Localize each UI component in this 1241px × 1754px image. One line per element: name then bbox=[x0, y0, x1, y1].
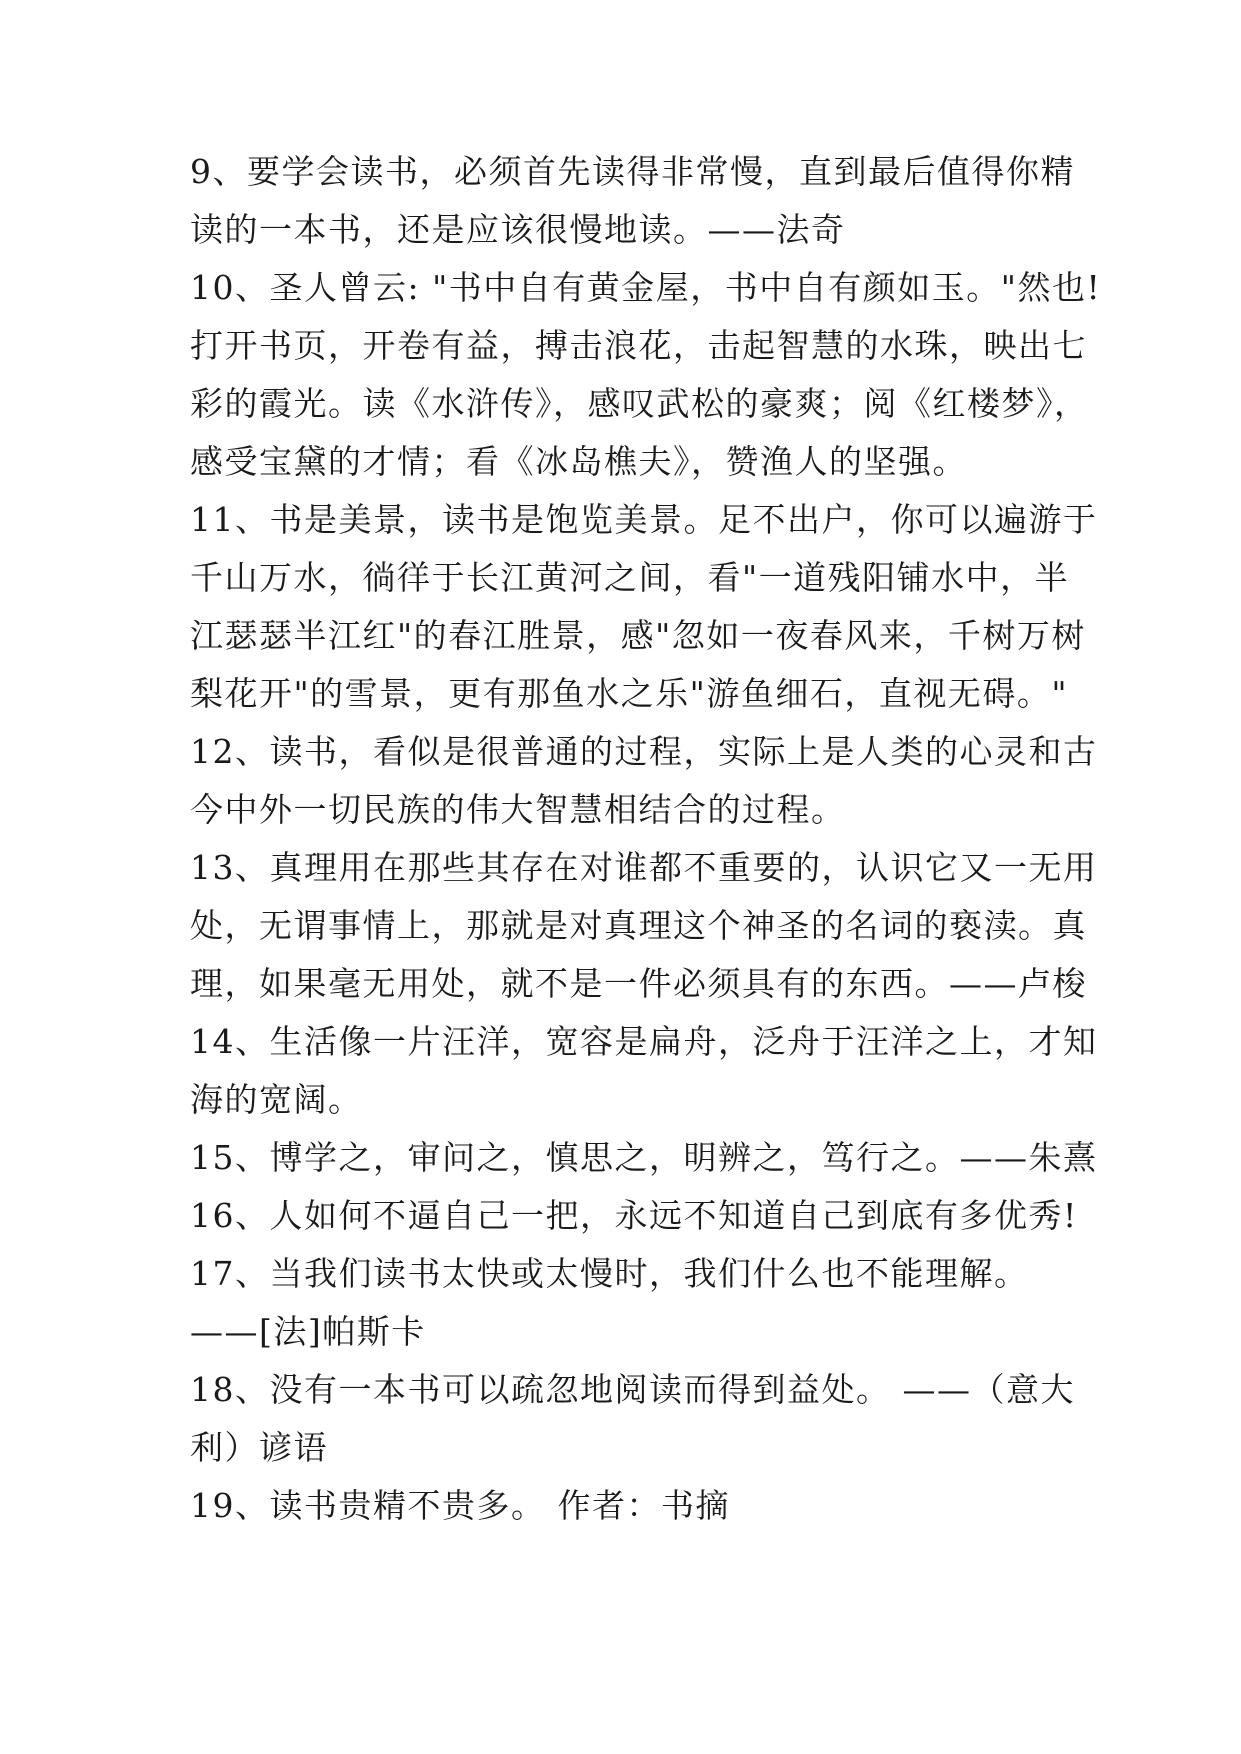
text-line: 10、圣人曾云: "书中自有黄金屋，书中自有颜如玉。"然也! bbox=[190, 268, 1102, 307]
text-line: 11、书是美景，读书是饱览美景。足不出户，你可以遍游于 bbox=[190, 500, 1098, 539]
text-line: 17、当我们读书太快或太慢时，我们什么也不能理解。 bbox=[190, 1254, 1029, 1293]
text-line: 江瑟瑟半江红"的春江胜景，感"忽如一夜春风来，千树万树 bbox=[190, 616, 1086, 655]
text-line: ——[法]帕斯卡 bbox=[190, 1312, 426, 1351]
text-line: 14、生活像一片汪洋，宽容是扁舟，泛舟于汪洋之上，才知 bbox=[190, 1022, 1098, 1061]
text-line: 利）谚语 bbox=[190, 1428, 328, 1467]
text-line: 15、博学之，审问之，慎思之，明辨之，笃行之。——朱熹 bbox=[190, 1138, 1098, 1177]
text-line: 理，如果毫无用处，就不是一件必须具有的东西。——卢梭 bbox=[190, 964, 1087, 1003]
text-line: 处，无谓事情上，那就是对真理这个神圣的名词的亵渎。真 bbox=[190, 906, 1087, 945]
text-line: 19、读书贵精不贵多。 作者：书摘 bbox=[190, 1486, 730, 1525]
text-line: 9、要学会读书，必须首先读得非常慢，直到最后值得你精 bbox=[190, 152, 1075, 191]
text-line: 12、读书，看似是很普通的过程，实际上是人类的心灵和古 bbox=[190, 732, 1098, 771]
text-line: 彩的霞光。读《水浒传》，感叹武松的豪爽；阅《红楼梦》， bbox=[190, 384, 1089, 423]
text-line: 感受宝黛的才情；看《冰岛樵夫》，赞渔人的坚强。 bbox=[190, 442, 967, 481]
text-line: 读的一本书，还是应该很慢地读。——法奇 bbox=[190, 210, 846, 249]
text-line: 千山万水，徜徉于长江黄河之间，看"一道残阳铺水中，半 bbox=[190, 558, 1070, 597]
text-line: 13、真理用在那些其存在对谁都不重要的，认识它又一无用 bbox=[190, 848, 1098, 887]
text-line: 16、人如何不逼自己一把，永远不知道自己到底有多优秀! bbox=[190, 1196, 1078, 1235]
text-line: 今中外一切民族的伟大智慧相结合的过程。 bbox=[190, 790, 846, 829]
text-line: 海的宽阔。 bbox=[190, 1080, 363, 1119]
text-line: 打开书页，开卷有益，搏击浪花，击起智慧的水珠，映出七 bbox=[190, 326, 1087, 365]
text-line: 梨花开"的雪景，更有那鱼水之乐"游鱼细石，直视无碍。" bbox=[190, 674, 1069, 713]
text-line: 18、没有一本书可以疏忽地阅读而得到益处。 ——（意大 bbox=[190, 1370, 1075, 1409]
